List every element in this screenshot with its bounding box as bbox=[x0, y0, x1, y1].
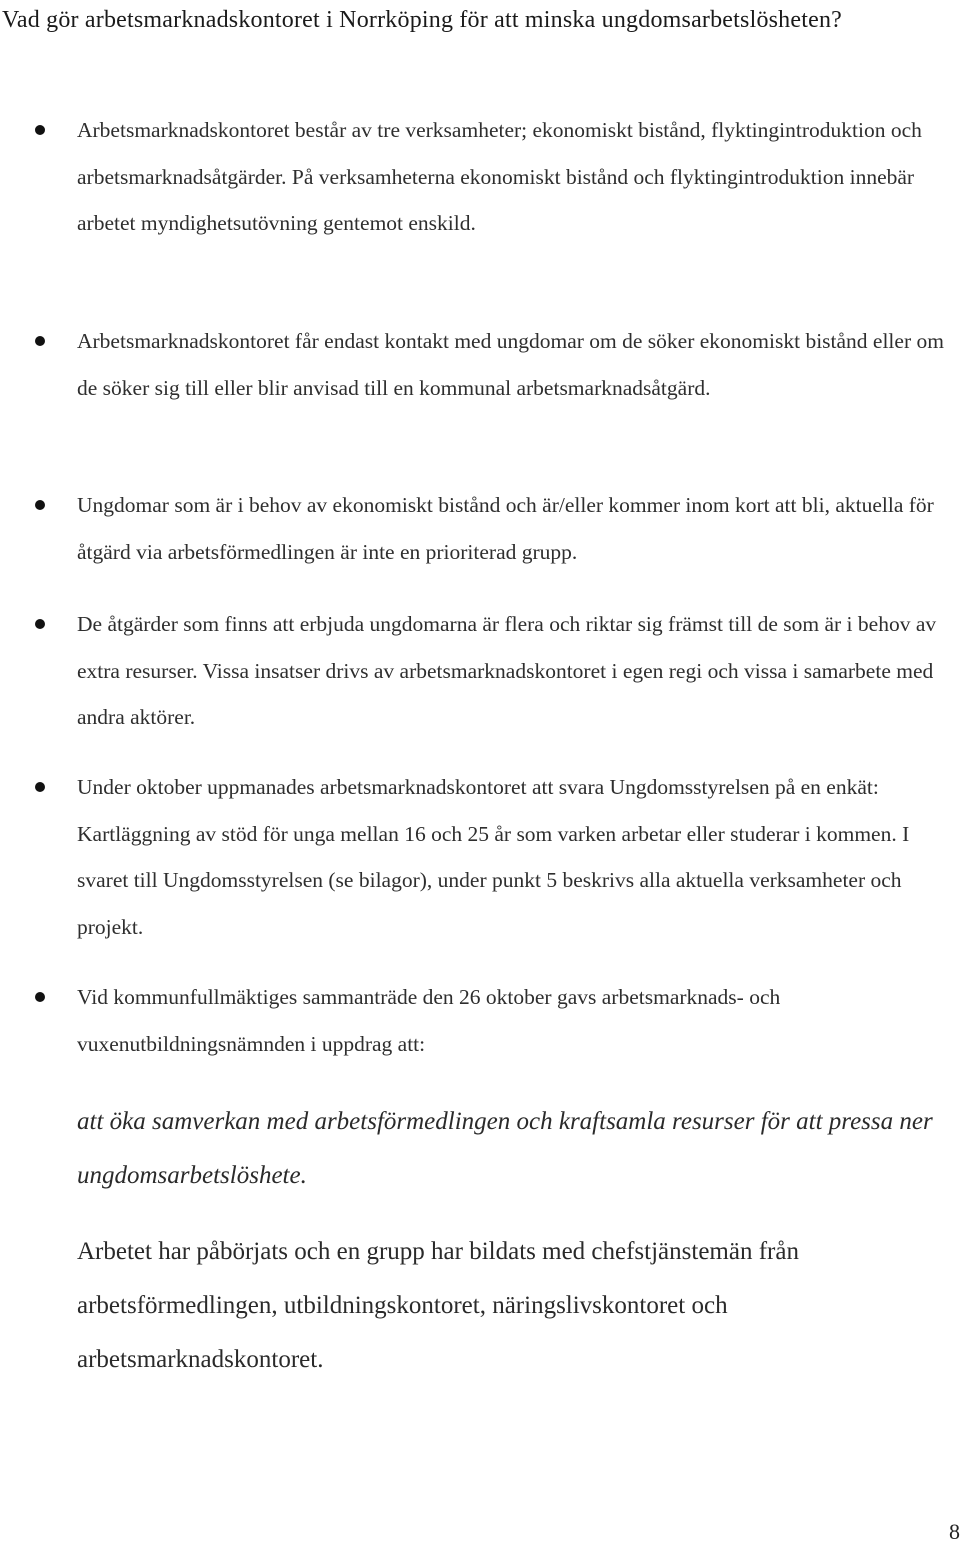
bullet-dot-icon bbox=[35, 782, 45, 792]
bullet-item-measures bbox=[77, 601, 960, 741]
bullet-text: De åtgärder som finns att erbjuda ungdomarna är flera och riktar sig främst till de som är i behov av extra resurser. Vissa insatser drivs av arbetsmarknadskontoret i egen regi och vissa i samarbete med andra aktörer. bbox=[77, 612, 937, 729]
page-number: 8 bbox=[949, 1519, 960, 1544]
bullet-dot-icon bbox=[35, 500, 45, 510]
bullet-text: Arbetsmarknadskontoret får endast kontakt med ungdomar om de söker ekonomiskt bistånd eller om de söker sig till eller blir anvisad till en kommunal arbetsmarknadsåtgärd. bbox=[77, 329, 944, 400]
assignment-quote: att öka samverkan med arbetsförmedlingen och kraftsamla resurser för att pressa ner ungdomsarbetslöshete. bbox=[77, 1108, 933, 1189]
bullet-item-priority bbox=[77, 482, 960, 575]
bullet-text: Vid kommunfullmäktiges sammanträde den 26 oktober gavs arbetsmarknads- och vuxenutbildningsnämnden i uppdrag att: bbox=[77, 985, 781, 1056]
bullet-item-assignment bbox=[77, 974, 960, 1067]
closing-paragraph: Arbetet har påbörjats och en grupp har bildats med chefstjänstemän från arbetsförmedlingen, utbildningskontoret, näringslivskontoret och arbetsmarknadskontoret. bbox=[77, 1238, 799, 1373]
bullet-text: Arbetsmarknadskontoret består av tre verksamheter; ekonomiskt bistånd, flyktingintroduktion och arbetsmarknadsåtgärder. På verksamheterna ekonomiskt bistånd och flyktingintroduktion innebär arbetet myndighetsutövning gentemot enskild. bbox=[77, 118, 922, 235]
bullet-item-survey bbox=[77, 764, 960, 950]
bullet-dot-icon bbox=[35, 992, 45, 1002]
bullet-item-contact bbox=[77, 318, 960, 411]
page-heading: Vad gör arbetsmarknadskontoret i Norrköping för att minska ungdomsarbetslösheten? bbox=[2, 7, 843, 33]
bullet-dot-icon bbox=[35, 619, 45, 629]
bullet-dot-icon bbox=[35, 125, 45, 135]
bullet-item-organisation bbox=[77, 107, 960, 247]
bullet-dot-icon bbox=[35, 336, 45, 346]
bullet-text: Under oktober uppmanades arbetsmarknadskontoret att svara Ungdomsstyrelsen på en enkät: Kartläggning av stöd för unga mellan 16 och 25 år som varken arbetar eller studerar i kommen. I svaret till Ungdomsstyrelsen (se bilagor), under punkt 5 beskrivs alla aktuella verksamheter och projekt. bbox=[77, 775, 910, 939]
bullet-text: Ungdomar som är i behov av ekonomiskt bistånd och är/eller kommer inom kort att bli, aktuella för åtgärd via arbetsförmedlingen är inte en prioriterad grupp. bbox=[77, 493, 934, 564]
